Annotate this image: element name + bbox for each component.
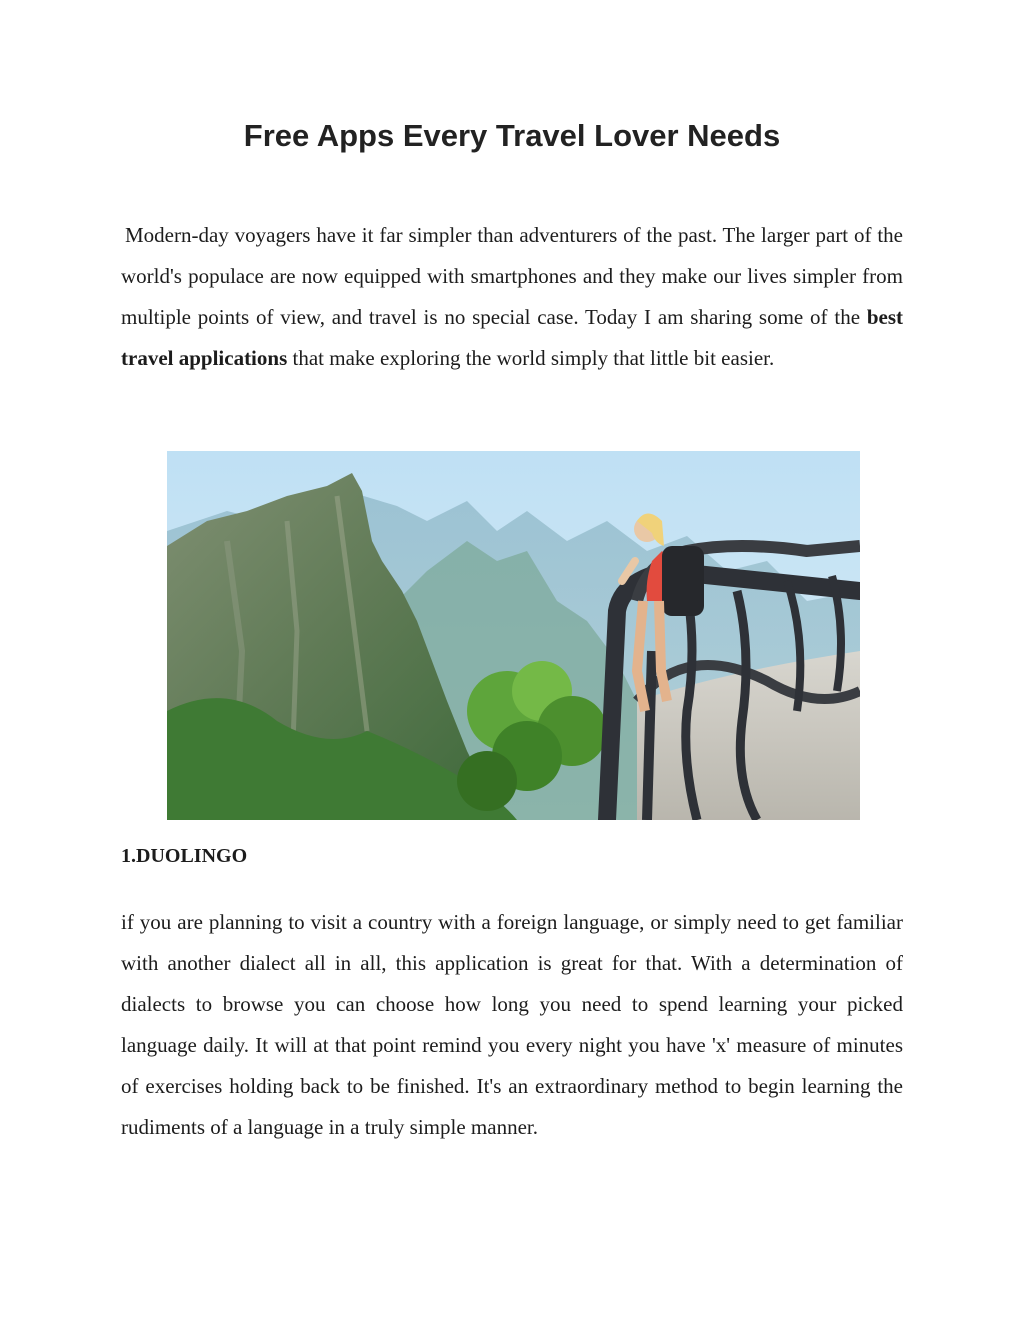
intro-paragraph bbox=[121, 215, 903, 379]
intro-text-end: that make exploring the world simply that little bit easier. bbox=[287, 346, 775, 370]
intro-text: Modern-day voyagers have it far simpler than adventurers of the past. The larger part of the world's populace are now equipped with smartphones and they make our lives simpler from multiple points of view, and travel is no special case. Today I am sharing some of the bbox=[121, 223, 903, 329]
travel-photo bbox=[167, 451, 860, 820]
duolingo-paragraph: if you are planning to visit a country with a foreign language, or simply need to get familiar with another dialect all in all, this application is great for that. With a determination of dialects to browse you can choose how long you need to spend learning your picked language daily. It will at that point remind you every night you have 'x' measure of minutes of exercises holding back to be finished. It's an extraordinary method to begin learning the rudiments of a language in a truly simple manner. bbox=[121, 910, 903, 1139]
section-heading-duolingo: 1.DUOLINGO bbox=[121, 845, 248, 867]
page-title: Free Apps Every Travel Lover Needs bbox=[243, 118, 781, 153]
best-travel-applications-emphasis: best travel applications bbox=[121, 305, 903, 370]
